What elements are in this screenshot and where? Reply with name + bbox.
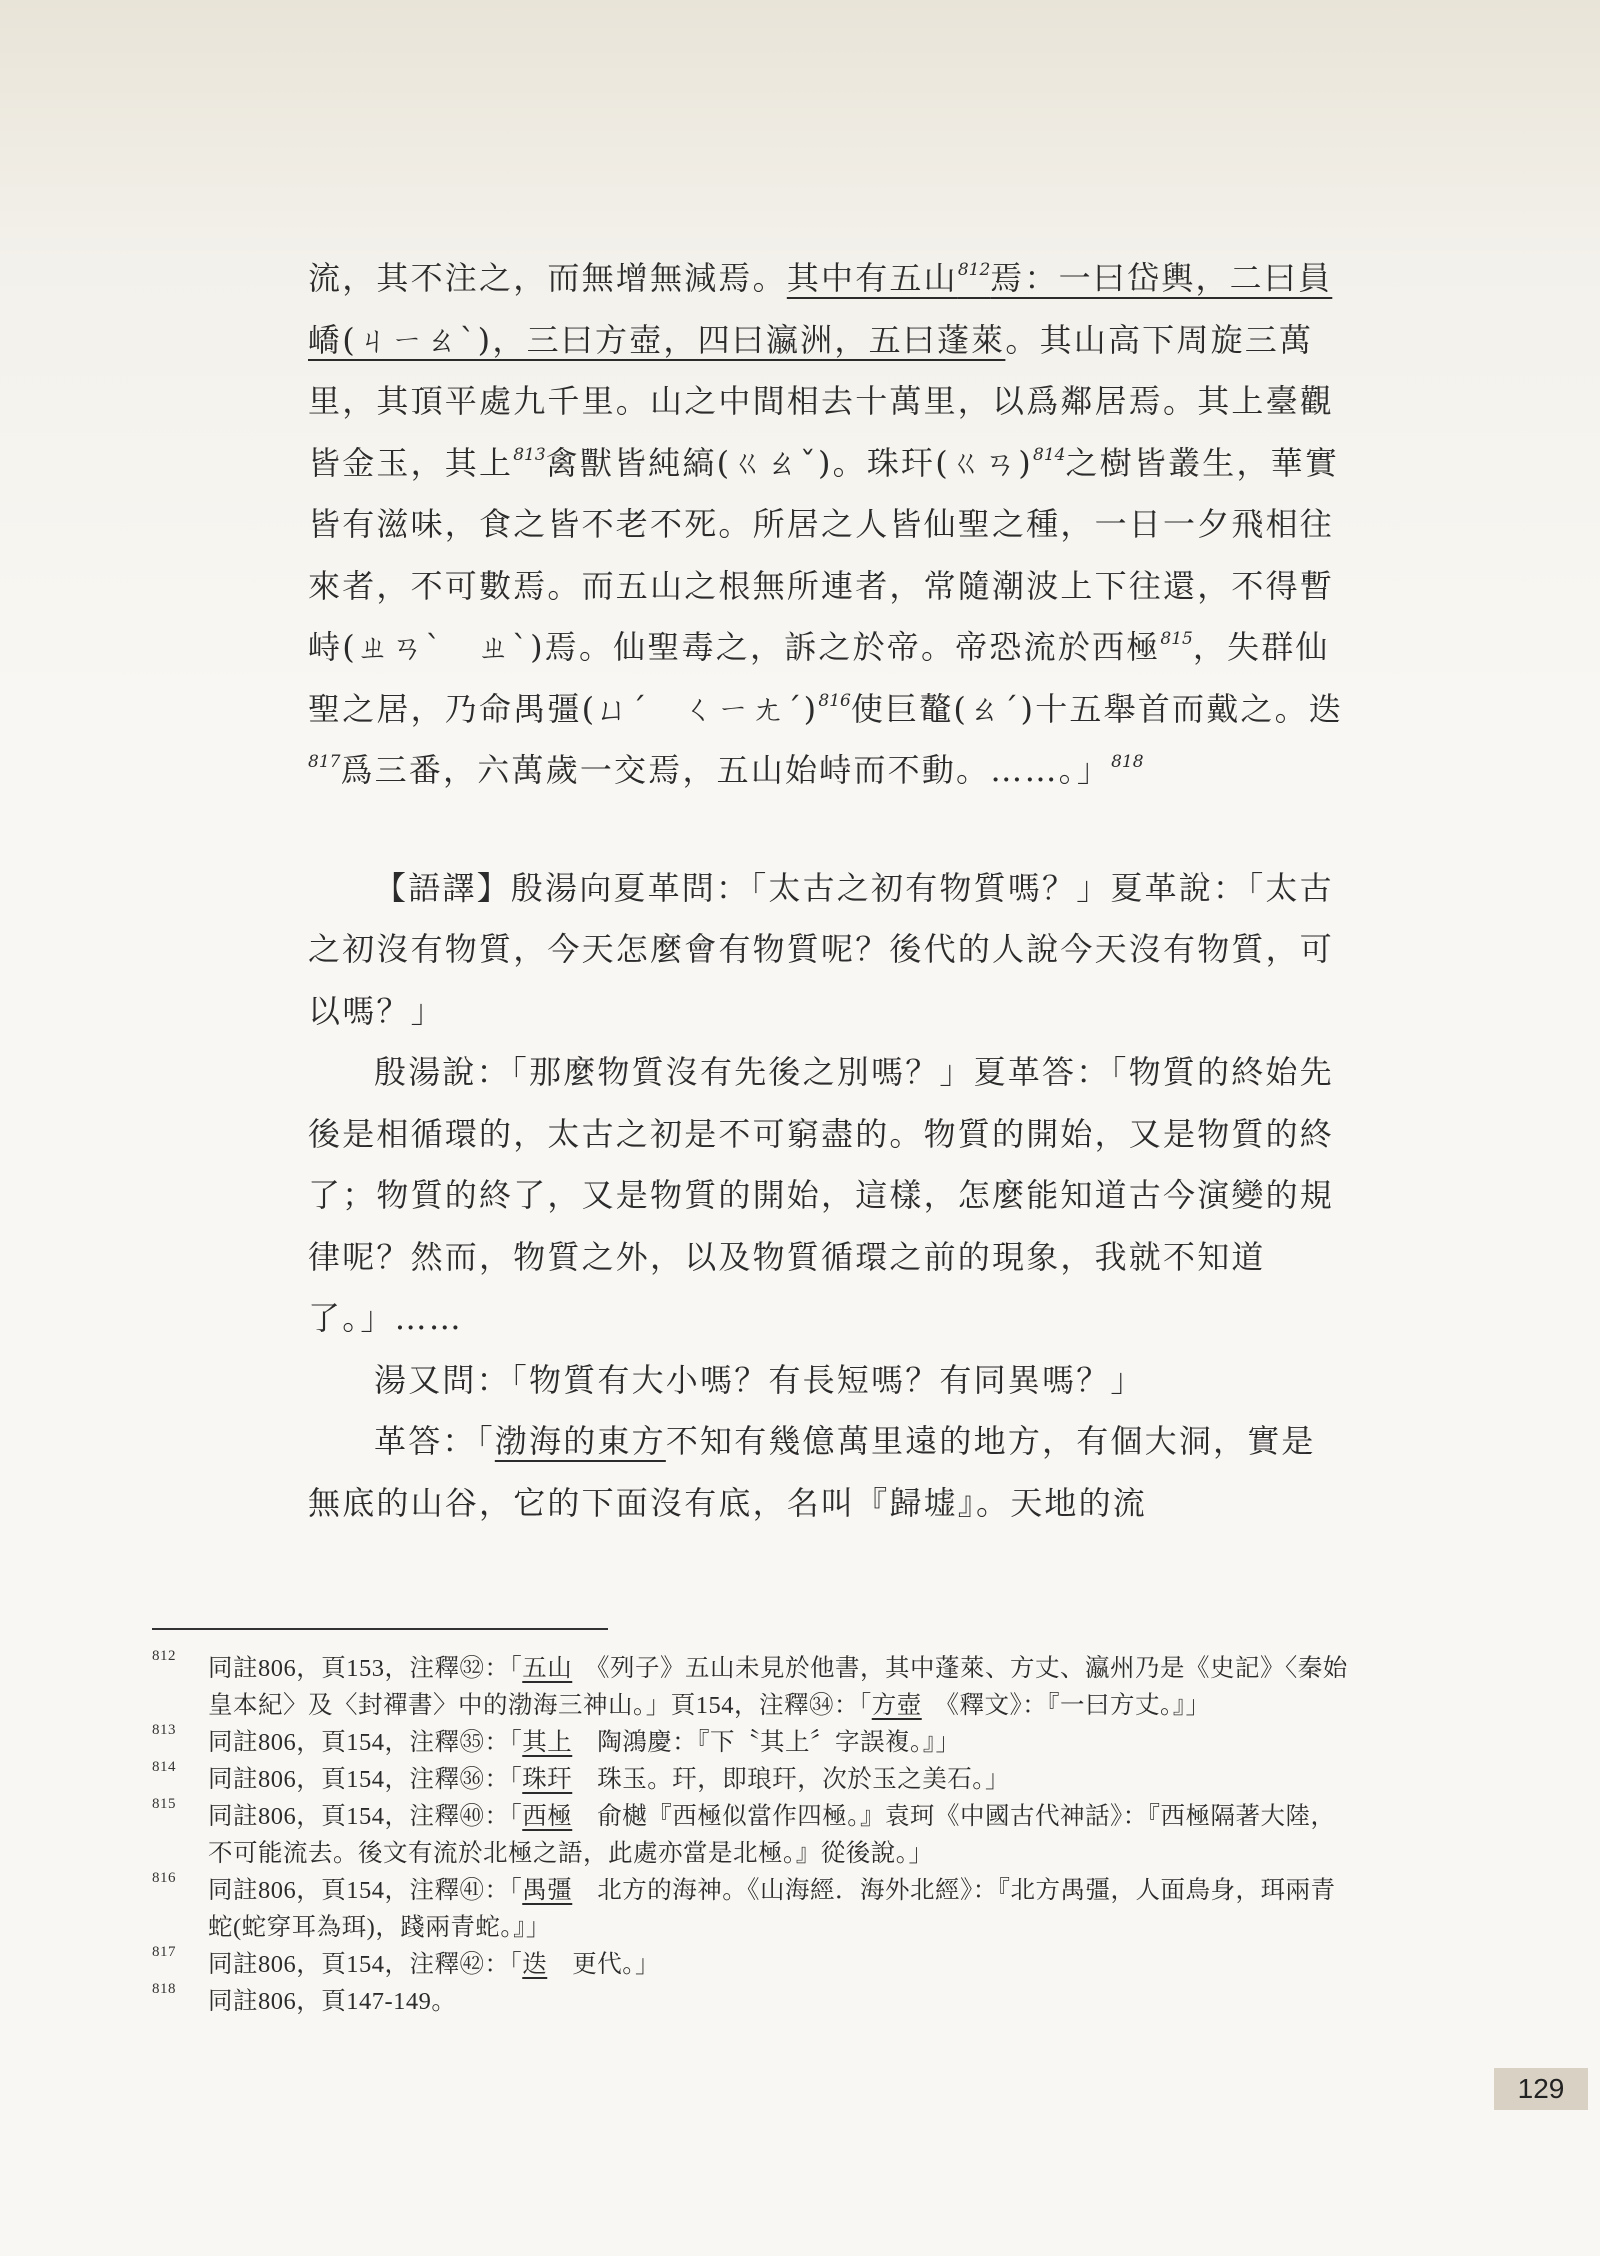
translation-paragraph: [308, 1411, 1348, 1534]
footnote-816: [152, 1872, 1352, 1946]
footnote-ref[interactable]: 818: [1111, 752, 1144, 772]
footnote-ref[interactable]: 812: [957, 260, 991, 280]
footnote-ref[interactable]: 816: [818, 690, 851, 711]
footnote-number: 813: [152, 1722, 176, 1738]
passage-text: 。其山高下周旋三萬里，其頂平處九千里。山之中間相去十萬里，以爲鄰居焉。其上臺觀皆金玉，其上: [308, 320, 1335, 482]
footnote-term: 方壺: [871, 1692, 922, 1719]
footnote-divider: [152, 1628, 608, 1630]
footnote-ref[interactable]: 814: [1033, 444, 1066, 465]
underlined-phrase: 渤海的東方: [494, 1422, 666, 1460]
footnote-number: 818: [152, 1981, 176, 1997]
footnote-813: [152, 1724, 1352, 1761]
footnote-text: 同註806，頁153，注釋㉜：「: [208, 1655, 523, 1682]
footnote-term: 迭: [522, 1951, 548, 1978]
footnote-text: 同註806，頁154，注釋㉟：「: [208, 1729, 523, 1756]
footnote-number: 815: [152, 1796, 176, 1812]
paragraph-gap: [308, 802, 1348, 858]
passage-text: 流，其不注之，而無增無減焉。: [308, 259, 787, 297]
footnote-term: 五山: [522, 1655, 573, 1682]
footnote-text: 同註806，頁154，注釋㊷：「: [208, 1951, 523, 1978]
footnote-number: 812: [152, 1648, 176, 1664]
passage-text: 焉：一曰岱輿，二曰員嶠(ㄐㄧㄠˋ)，三曰方壺，四曰瀛洲，五曰蓬萊: [308, 259, 1333, 359]
footnote-text: 《列子》五山未見於他書，其中蓬萊、方丈、瀛州乃是《史記》〈秦始皇本紀〉及〈封禪書〉中的渤海三神山。」頁154，注釋㉞：「: [208, 1655, 1348, 1719]
footnote-text: 北方的海神。《山海經．海外北經》：『北方禺彊，人面鳥身，珥兩青蛇(蛇穿耳為珥)，踐兩青蛇。』」: [208, 1877, 1336, 1941]
main-text: [308, 248, 1348, 1534]
footnote-term: 珠玕: [522, 1766, 573, 1793]
footnote-text: 俞樾『西極似當作四極。』袁珂《中國古代神話》：『西極隔著大陸，不可能流去。後文有流於北極之語，此處亦當是北極。』從後說。」: [208, 1803, 1336, 1867]
footnote-ref[interactable]: 815: [1160, 629, 1193, 649]
passage-text: 使巨鼇(ㄠˊ)十五舉首而戴之。迭: [850, 689, 1343, 728]
footnote-number: 816: [152, 1870, 176, 1886]
footnote-text: 同註806，頁147-149。: [208, 1988, 457, 2015]
footnote-number: 817: [152, 1944, 176, 1960]
footnote-text: 陶鴻慶：『下〝其上〞字誤複。』」: [572, 1729, 961, 1756]
passage-text: ，失群仙聖之居，乃命禺彊(ㄩˊ ㄑㄧㄤˊ): [308, 628, 1330, 728]
passage-text: 其中有五山: [786, 259, 958, 297]
passage-text: 之樹皆叢生，華實皆有滋味，食之皆不老不死。所居之人皆仙聖之種，一日一夕飛相往來者，不可數焉。而五山之根無所連者，常隨潮波上下往還，不得暫峙(ㄓㄢˋ ㄓˋ)焉。仙聖毒之，訴之於帝。帝恐流於西極: [308, 443, 1340, 666]
footnote-text: 珠玉。玕，即琅玕，次於玉之美石。」: [572, 1766, 1010, 1793]
footnote-text: 更代。」: [547, 1951, 660, 1978]
footnote-ref[interactable]: 817: [308, 752, 341, 772]
footnote-ref[interactable]: 813: [513, 444, 546, 465]
footnote-text: 《釋文》：『一曰方丈。』」: [921, 1692, 1211, 1719]
footnote-term: 西極: [522, 1803, 573, 1830]
classical-passage: [308, 248, 1348, 802]
passage-text: 革答：「: [374, 1422, 495, 1460]
translation-paragraph: 【語譯】殷湯向夏革問：「太古之初有物質嗎？」夏革說：「太古之初沒有物質，今天怎麼會有物質呢？後代的人說今天沒有物質，可以嗎？」: [308, 868, 1335, 1030]
footnotes: [152, 1650, 1352, 2020]
footnote-812: [152, 1650, 1352, 1724]
footnote-text: 同註806，頁154，注釋㊵：「: [208, 1803, 523, 1830]
footnote-term: 其上: [522, 1729, 573, 1756]
passage-text: 不知有幾億萬里遠的地方，有個大洞，實是無底的山谷，它的下面沒有底，名叫『歸墟』。天地的流: [308, 1422, 1316, 1522]
footnote-818: [152, 1983, 1352, 2020]
page-number: 129: [1494, 2068, 1588, 2110]
translation-paragraph: 湯又問：「物質有大小嗎？有長短嗎？有同異嗎？」: [374, 1360, 1145, 1399]
footnote-817: [152, 1946, 1352, 1983]
passage-text: 爲三番，六萬歲一交焉，五山始峙而不動。……。」: [340, 751, 1112, 789]
footnote-814: [152, 1761, 1352, 1798]
footnote-text: 同註806，頁154，注釋㊶：「: [208, 1877, 523, 1904]
footnote-815: [152, 1798, 1352, 1872]
passage-text: 禽獸皆純縞(ㄍㄠˇ)。珠玕(ㄍㄢ): [545, 443, 1033, 482]
translation-paragraph: 殷湯說：「那麼物質沒有先後之別嗎？」夏革答：「物質的終始先後是相循環的，太古之初是不可窮盡的。物質的開始，又是物質的終了；物質的終了，又是物質的開始，這樣，怎麼能知道古今演變的規律呢？然而，物質之外，以及物質循環之前的現象，我就不知道了。」……: [308, 1053, 1335, 1337]
footnote-term: 禺彊: [522, 1877, 573, 1904]
footnote-text: 同註806，頁154，注釋㊱：「: [208, 1766, 523, 1793]
footnote-number: 814: [152, 1759, 176, 1775]
